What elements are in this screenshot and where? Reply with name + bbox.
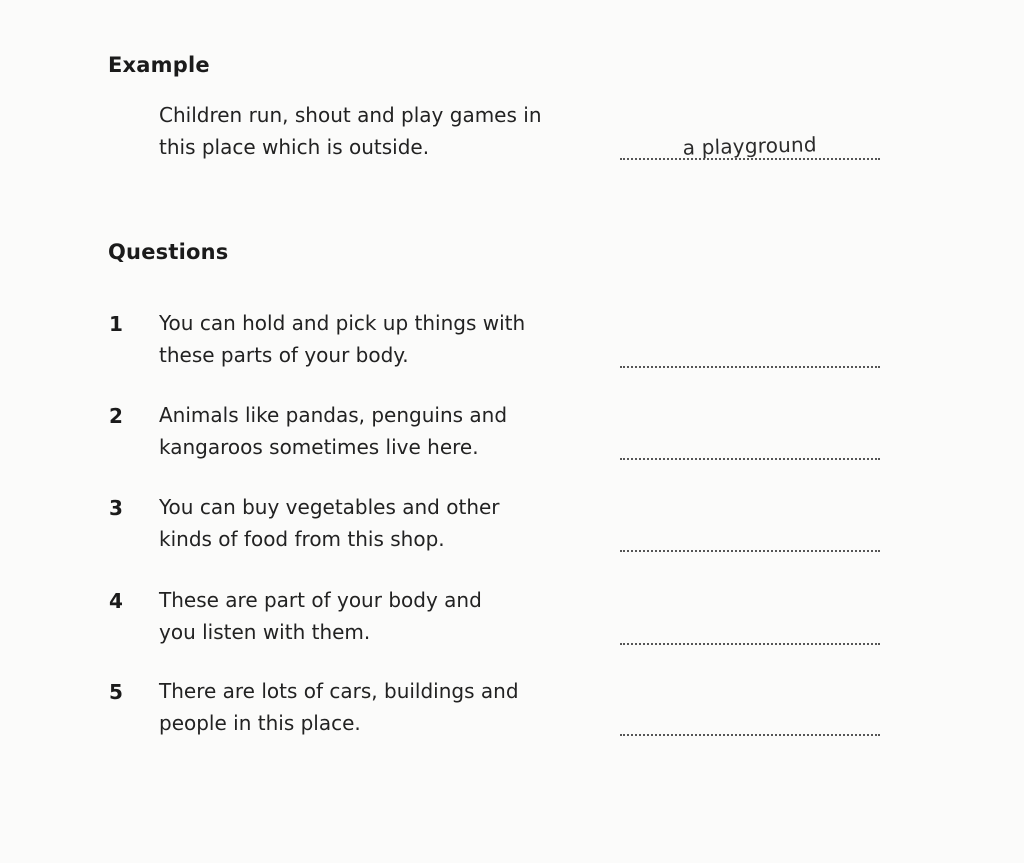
question-text-line-1: These are part of your body and	[159, 588, 482, 612]
answer-input-3[interactable]	[620, 526, 880, 552]
question-text-line-2: people in this place.	[159, 711, 361, 735]
question-text-line-1: You can hold and pick up things with	[159, 311, 526, 335]
example-text	[159, 99, 579, 163]
question-text-line-1: You can buy vegetables and other	[159, 495, 500, 519]
example-text-line-1: Children run, shout and play games in	[159, 103, 542, 127]
question-text	[159, 399, 579, 463]
question-item-1	[0, 312, 1024, 382]
question-number: 4	[109, 589, 123, 613]
question-text	[159, 584, 579, 648]
question-item-5	[0, 680, 1024, 750]
example-item	[0, 104, 1024, 174]
example-answer: a playground	[682, 132, 818, 160]
answer-input-2[interactable]	[620, 434, 880, 460]
question-text-line-2: kangaroos sometimes live here.	[159, 435, 479, 459]
question-number: 5	[109, 680, 123, 704]
example-answer-line	[620, 134, 880, 160]
question-item-3	[0, 496, 1024, 566]
question-text-line-2: these parts of your body.	[159, 343, 409, 367]
question-text-line-2: you listen with them.	[159, 620, 371, 644]
question-item-4	[0, 589, 1024, 659]
example-text-line-2: this place which is outside.	[159, 135, 430, 159]
answer-input-5[interactable]	[620, 710, 880, 736]
answer-input-1[interactable]	[620, 342, 880, 368]
answer-input-4[interactable]	[620, 619, 880, 645]
question-item-2	[0, 404, 1024, 474]
question-text	[159, 491, 579, 555]
question-number: 1	[109, 312, 123, 336]
question-text-line-1: There are lots of cars, buildings and	[159, 679, 519, 703]
question-text-line-1: Animals like pandas, penguins and	[159, 403, 508, 427]
question-number: 2	[109, 404, 123, 428]
question-number: 3	[109, 496, 123, 520]
questions-heading: Questions	[108, 240, 229, 264]
question-text	[159, 307, 579, 371]
question-text-line-2: kinds of food from this shop.	[159, 527, 445, 551]
question-text	[159, 675, 579, 739]
example-heading: Example	[108, 53, 210, 77]
